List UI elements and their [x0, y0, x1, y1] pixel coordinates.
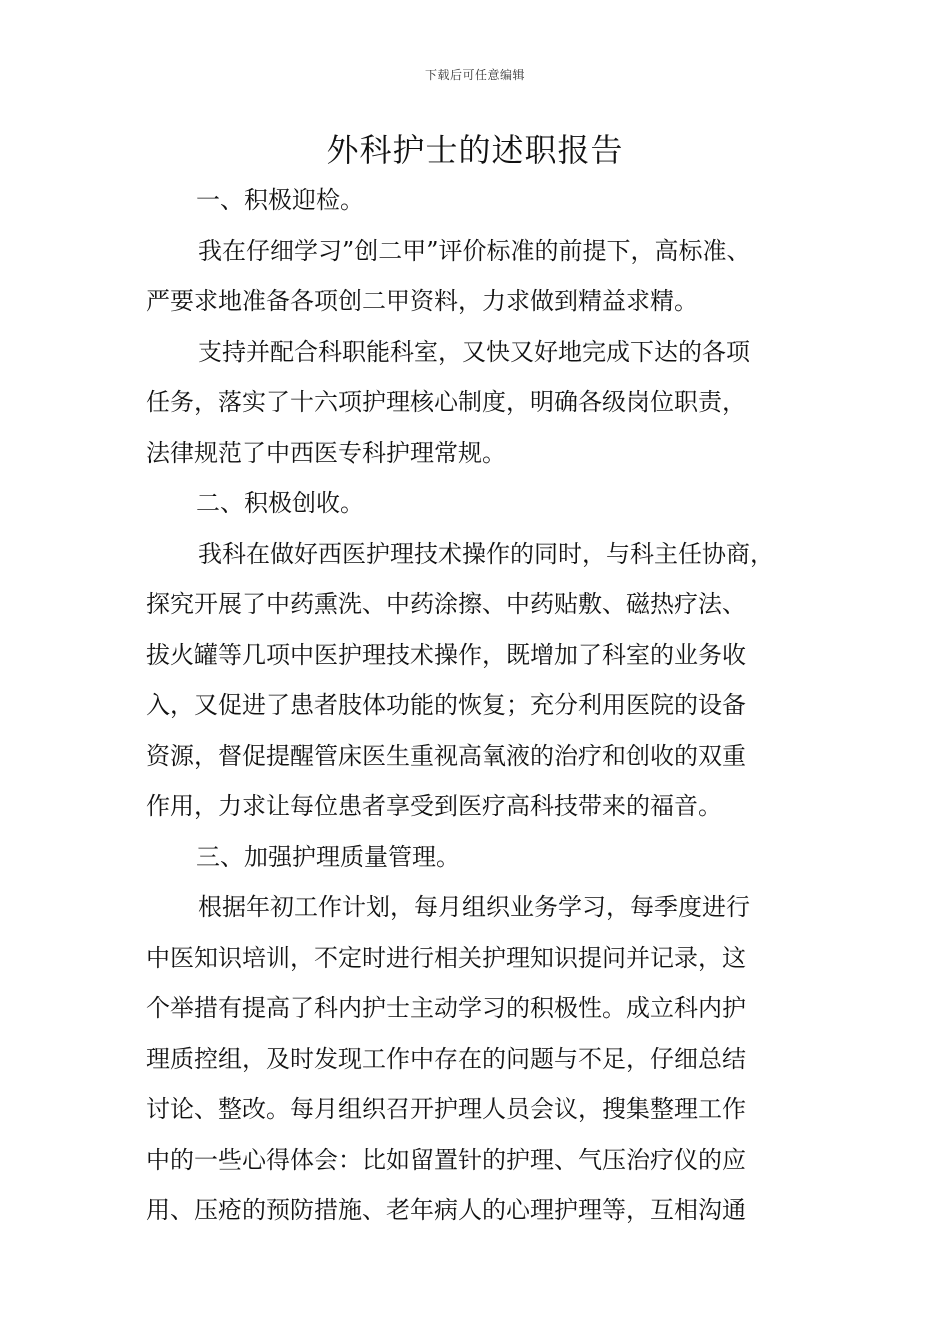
paragraph-line: 中医知识培训，不定时进行相关护理知识提问并记录，这 — [146, 943, 746, 972]
paragraph-line: 作用，力求让每位患者享受到医疗高科技带来的福音。 — [146, 792, 722, 820]
paragraph-line: 我在仔细学习”创二甲”评价标准的前提下，高标准、 — [198, 236, 751, 265]
paragraph-line: 理质控组，及时发现工作中存在的问题与不足，仔细总结 — [146, 1044, 746, 1073]
paragraph-line: 入，又促进了患者肢体功能的恢复；充分利用医院的设备 — [146, 691, 746, 719]
paragraph-line: 拔火罐等几项中医护理技术操作，既增加了科室的业务收 — [146, 640, 746, 669]
section-heading-2: 二、积极创收。 — [196, 489, 364, 517]
paragraph-line: 支持并配合科职能科室，又快又好地完成下达的各项 — [198, 337, 750, 366]
header-note: 下载后可任意编辑 — [424, 68, 525, 82]
paragraph-line: 探究开展了中药熏洗、中药涂擦、中药贴敷、磁热疗法、 — [146, 590, 746, 618]
section-heading-1: 一、积极迎检。 — [196, 186, 364, 214]
paragraph-line: 中的一些心得体会：比如留置针的护理、气压治疗仪的应 — [146, 1145, 746, 1174]
paragraph-line: 根据年初工作计划，每月组织业务学习，每季度进行 — [198, 893, 750, 921]
paragraph-line: 任务，落实了十六项护理核心制度，明确各级岗位职责， — [146, 388, 746, 416]
paragraph-line: 个举措有提高了科内护士主动学习的积极性。成立科内护 — [146, 994, 746, 1022]
document-title: 外科护士的述职报告 — [326, 131, 624, 169]
document-body — [146, 175, 826, 1236]
paragraph-line: 讨论、整改。每月组织召开护理人员会议，搜集整理工作 — [146, 1095, 746, 1123]
paragraph-line: 严要求地准备各项创二甲资料，力求做到精益求精。 — [146, 287, 698, 315]
paragraph-line: 用、压疮的预防措施、老年病人的心理护理等，互相沟通 — [146, 1196, 746, 1224]
paragraph-line: 法律规范了中西医专科护理常规。 — [146, 438, 506, 467]
paragraph-line: 我科在做好西医护理技术操作的同时，与科主任协商， — [198, 539, 774, 568]
paragraph-line: 资源，督促提醒管床医生重视高氧液的治疗和创收的双重 — [146, 741, 746, 770]
section-heading-3: 三、加强护理质量管理。 — [196, 842, 460, 871]
